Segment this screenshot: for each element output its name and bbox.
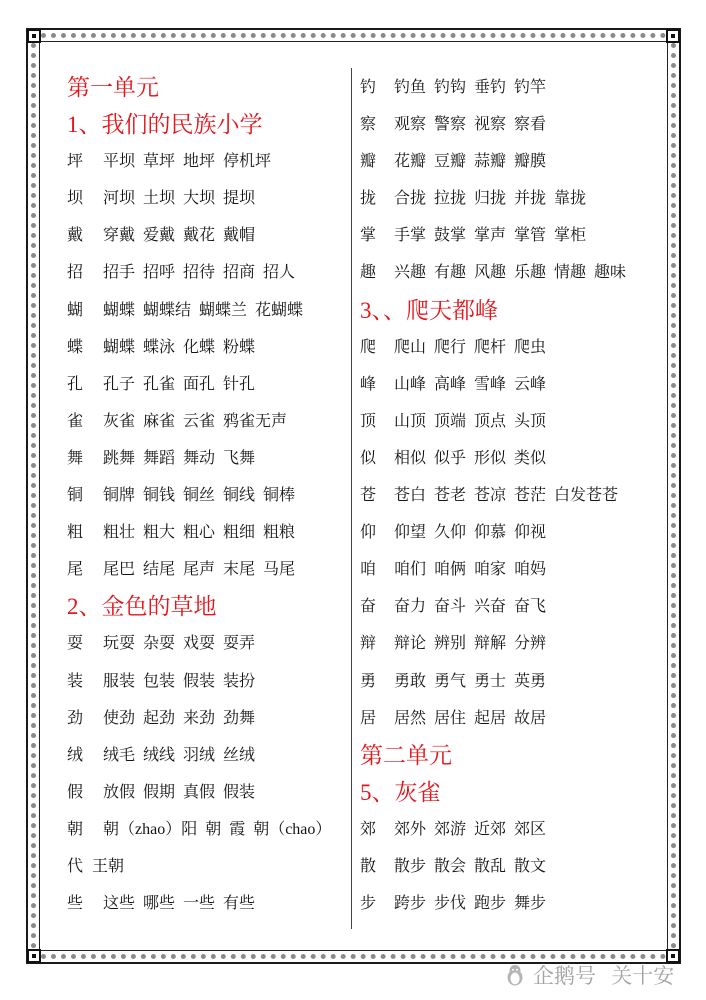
head-char: 辩	[360, 635, 377, 653]
vocab-row	[360, 663, 660, 700]
word-list: 玩耍 杂耍 戏耍 耍弄	[103, 635, 256, 653]
word-list: 郊外 郊游 近郊 郊区	[394, 820, 547, 838]
vocab-row	[360, 885, 660, 922]
word-list: 山峰 高峰 雪峰 云峰	[394, 375, 547, 393]
word-list: 放假 假期 真假 假装	[103, 783, 256, 801]
vocab-row	[360, 366, 660, 403]
vocab-row	[360, 217, 660, 254]
head-char: 察	[360, 116, 377, 134]
vocab-row	[360, 440, 660, 477]
watermark-text: 企鹅号 关十安	[533, 964, 675, 988]
vocab-row	[360, 551, 660, 588]
vocab-row	[67, 885, 347, 922]
word-list: 爬山 爬行 爬杆 爬虫	[394, 338, 547, 356]
word-list: 铜牌 铜钱 铜丝 铜线 铜棒	[103, 487, 296, 505]
word-list: 观察 警察 视察 察看	[394, 116, 547, 134]
head-char: 绒	[67, 746, 84, 764]
head-char: 苍	[360, 487, 377, 505]
vocab-row	[360, 69, 660, 106]
word-list: 山顶 顶端 顶点 头顶	[394, 412, 547, 430]
word-list: 钓鱼 钓钩 垂钓 钓竿	[394, 79, 547, 96]
head-char: 舞	[67, 449, 84, 467]
head-char: 仰	[360, 524, 377, 542]
head-char: 奋	[360, 598, 377, 616]
head-char: 瓣	[360, 153, 377, 171]
head-char: 峰	[360, 375, 377, 393]
vocab-row	[67, 143, 347, 180]
head-char: 咱	[360, 561, 377, 579]
vocab-row	[67, 774, 347, 811]
vocab-row	[360, 403, 660, 440]
word-list: 服装 包装 假装 装扮	[103, 672, 256, 690]
word-list: 兴趣 有趣 风趣 乐趣 情趣 趣味	[394, 264, 627, 282]
head-char: 粗	[67, 524, 84, 542]
head-char: 散	[360, 857, 377, 875]
vocab-row	[360, 106, 660, 143]
word-list: 跨步 步伐 跑步 舞步	[394, 895, 547, 913]
corner-ornament	[27, 29, 41, 43]
head-char: 郊	[360, 820, 377, 838]
vocab-row	[67, 403, 347, 440]
head-char: 戴	[67, 227, 84, 245]
word-list: 蝴蝶 蝴蝶结 蝴蝶兰 花蝴蝶	[103, 301, 304, 319]
lesson-title: 5、灰雀	[360, 779, 441, 805]
vocab-row	[67, 811, 347, 848]
vocab-row	[67, 366, 347, 403]
head-char: 钓	[360, 79, 377, 96]
head-char: 步	[360, 895, 377, 913]
vocab-row	[67, 477, 347, 514]
word-list: 这些 哪些 一些 有些	[103, 895, 256, 913]
vocab-row	[360, 180, 660, 217]
vocab-row-continuation	[67, 848, 347, 885]
vocab-row	[67, 700, 347, 737]
word-list: 花瓣 豆瓣 蒜瓣 瓣膜	[394, 153, 547, 171]
left-column	[67, 69, 347, 922]
vocab-row	[67, 217, 347, 254]
vocab-row	[360, 254, 660, 291]
vocab-row	[67, 625, 347, 662]
head-char: 坪	[67, 153, 84, 171]
word-list: 使劲 起劲 来劲 劲舞	[103, 709, 256, 727]
watermark	[505, 961, 674, 989]
penguin-logo-icon	[505, 964, 525, 986]
vocab-row	[360, 625, 660, 662]
word-list: 相似 似乎 形似 类似	[394, 449, 547, 467]
head-char: 铜	[67, 487, 84, 505]
vocab-row	[360, 477, 660, 514]
vocab-row	[360, 700, 660, 737]
vocab-row	[67, 737, 347, 774]
head-char: 勇	[360, 672, 377, 690]
word-list: 仰望 久仰 仰慕 仰视	[394, 524, 547, 542]
word-list: 灰雀 麻雀 云雀 鸦雀无声	[103, 412, 288, 430]
lesson-title: 1、我们的民族小学	[67, 112, 263, 138]
head-char: 顶	[360, 412, 377, 430]
head-char: 掌	[360, 227, 377, 245]
word-list: 平坝 草坪 地坪 停机坪	[103, 153, 272, 171]
head-char: 似	[360, 449, 377, 467]
head-char: 居	[360, 709, 377, 727]
word-list: 咱们 咱俩 咱家 咱妈	[394, 561, 547, 579]
head-char: 代	[67, 857, 84, 875]
word-list: 跳舞 舞蹈 舞动 飞舞	[103, 449, 256, 467]
unit-title: 第一单元	[67, 75, 159, 100]
head-char: 孔	[67, 375, 84, 393]
vocab-row	[360, 514, 660, 551]
word-list: 苍白 苍老 苍凉 苍茫 白发苍苍	[394, 487, 619, 505]
lesson-title: 2、金色的草地	[67, 594, 217, 620]
head-char: 雀	[67, 412, 84, 430]
vocab-row	[360, 588, 660, 625]
head-char: 蝶	[67, 338, 84, 356]
lesson-title: 3、、爬天都峰	[360, 297, 498, 323]
head-char: 趣	[360, 264, 377, 282]
head-char: 装	[67, 672, 84, 690]
head-char: 坝	[67, 190, 84, 208]
head-char: 尾	[67, 561, 84, 579]
vocab-row	[360, 811, 660, 848]
head-char: 招	[67, 264, 84, 282]
word-list: 孔子 孔雀 面孔 针孔	[103, 375, 256, 393]
corner-ornament	[666, 29, 680, 43]
word-list: 绒毛 绒线 羽绒 丝绒	[103, 746, 256, 764]
corner-ornament	[27, 949, 41, 963]
word-list: 朝（zhao）阳 朝 霞 朝（chao）	[103, 820, 332, 838]
head-char: 拢	[360, 190, 377, 208]
word-list: 蝴蝶 蝶泳 化蝶 粉蝶	[103, 338, 256, 356]
word-list: 王朝	[92, 857, 125, 875]
word-list: 尾巴 结尾 尾声 末尾 马尾	[103, 561, 296, 579]
head-char: 耍	[67, 635, 84, 653]
vocab-row	[360, 848, 660, 885]
vocab-row	[67, 180, 347, 217]
vocab-row	[67, 663, 347, 700]
word-list: 居然 居住 起居 故居	[394, 709, 547, 727]
word-list: 辩论 辨别 辩解 分辨	[394, 635, 547, 653]
vocab-row	[67, 329, 347, 366]
column-divider	[351, 68, 352, 929]
head-char: 劲	[67, 709, 84, 727]
head-char: 蝴	[67, 301, 84, 319]
word-list: 合拢 拉拢 归拢 并拢 靠拢	[394, 190, 587, 208]
word-list: 勇敢 勇气 勇士 英勇	[394, 672, 547, 690]
vocab-row	[360, 143, 660, 180]
head-char: 些	[67, 895, 84, 913]
word-list: 粗壮 粗大 粗心 粗细 粗粮	[103, 524, 296, 542]
vocab-row	[67, 440, 347, 477]
head-char: 爬	[360, 338, 377, 356]
unit-title: 第二单元	[360, 742, 452, 768]
word-list: 散步 散会 散乱 散文	[394, 857, 547, 875]
word-list: 手掌 鼓掌 掌声 掌管 掌柜	[394, 227, 587, 245]
vocab-row	[67, 254, 347, 291]
word-list: 招手 招呼 招待 招商 招人	[103, 264, 296, 282]
vocab-row	[360, 329, 660, 366]
vocab-row	[67, 514, 347, 551]
right-column	[360, 69, 660, 922]
word-list: 穿戴 爱戴 戴花 戴帽	[103, 227, 256, 245]
head-char: 朝	[67, 820, 84, 838]
head-char: 假	[67, 783, 84, 801]
word-list: 河坝 土坝 大坝 提坝	[103, 190, 256, 208]
vocab-row	[67, 551, 347, 588]
vocab-row	[67, 292, 347, 329]
word-list: 奋力 奋斗 兴奋 奋飞	[394, 598, 547, 616]
